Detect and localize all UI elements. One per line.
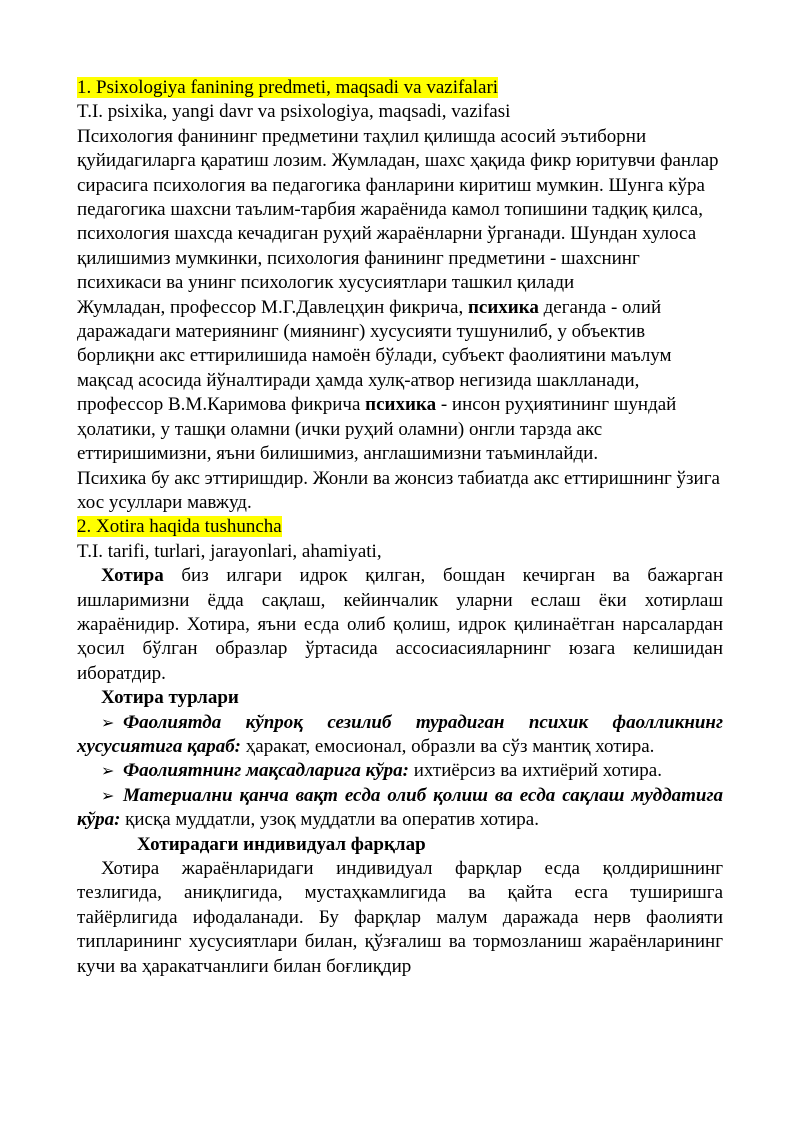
section1-paragraph-3: Психика бу акс эттиришдир. Жонли ва жонсиз табиатда акс еттиришнинг ўзига хос усуллари мавжуд. [77,467,720,513]
term-xotira: Хотира [101,565,164,587]
section1-paragraph-1: Психология фанининг предметини таҳлил қилишда асосий эътиборни қуйидагиларга қаратиш лозим. Жумладан, шахс ҳақида фикр юритувчи фанлар сирасига психология ва педагогика фанларини киритиш мумкин. Шунга кўра педагогика шахсни таълим-тарбия жараёнида камол топишини тадқиқ қилса, психология шахсда кечадиган руҳий жараёнларни ўрганади. Шундан хулоса қилишимиз мумкинки, психология фанининг предметини - шахснинг психикаси ва унинг психологик хусусиятлари ташкил қилади [77,125,719,294]
memory-definition: Хотира биз илгари идрок қилган, бошдан кечирган ва бажарган ишларимизни ёдда сақлаш, кейинчалик уларни еслаш ёки хотирлаш жараёнидир. Хотира, яъни есда олиб қолиш, идрок қилинаётган нарсалардан ҳосил бўлган образлар ўртасида ассосиасияларнинг юзага келишидан иборатдир. [77,565,723,684]
memory-type-bullet: ➢ Фаолиятда кўпроқ сезилиб турадиган психик фаолликнинг хусусиятига қараб: ҳаракат, емосионал, образли ва сўз мантиқ хотира. [77,711,723,757]
section1-topics: T.I. psixika, yangi davr va psixologiya, maqsadi, vazifasi [77,101,511,123]
arrow-bullet-icon: ➢ [101,785,115,805]
section1-heading: 1. Psixologiya fanining predmeti, maqsadi va vazifalari [77,77,499,98]
memory-types-heading: Хотира турлари [101,687,239,709]
section2-heading: 2. Xotira haqida tushuncha [77,516,282,538]
term-psixika-2: психика [365,394,437,416]
section1-paragraph-2: Жумладан, профессор М.Г.Давлецҳин фикрича, психика деганда - олий даражадаги материянинг (миянинг) хусусияти тушунилиб, у объектив борлиқни акс еттирилишида намоён бўлади, субъект фаолиятини маълум мақсад асосида йўналтиради ҳамда хулқ-атвор негизида шаклланади, профессор В.М.Каримова фикрича психика - инсон руҳиятининг шундай ҳолатики, у ташқи оламни (ички руҳий оламни) онгли тарзда акс еттиришимизни, яъни билишимиз, англашимизни таъминлайди. [77,296,677,465]
individual-differences-heading: Хотирадаги индивидуал фарқлар [137,833,426,855]
individual-differences-paragraph: Хотира жараёнларидаги индивидуал фарқлар есда қолдиришнинг тезлигида, аниқлигида, мустаҳкамлигида ва қайта есга туширишга тайёрлигида ифодаланади. Бу фарқлар малум даражада нерв фаолияти типларининг хусусиятлари билан, қўзғалиш ва тормозланиш жараёнларининг кучи ва ҳаракатчанлиги билан боғлиқдир [77,858,723,977]
memory-type-bullet: ➢ Фаолиятнинг мақсадларига кўра: ихтиёрсиз ва ихтиёрий хотира. [77,759,723,783]
memory-type-bullet: ➢ Материални қанча вақт есда олиб қолиш ва есда сақлаш муддатига кўра: қисқа муддатли, узоқ муддатли ва оператив хотира. [77,784,723,831]
document-page [77,76,723,979]
term-psixika: психика [467,296,539,318]
arrow-bullet-icon: ➢ [101,761,115,781]
arrow-bullet-icon: ➢ [101,712,115,732]
section2-topics: T.I. tarifi, turlari, jarayonlari, ahamiyati, [77,540,382,562]
